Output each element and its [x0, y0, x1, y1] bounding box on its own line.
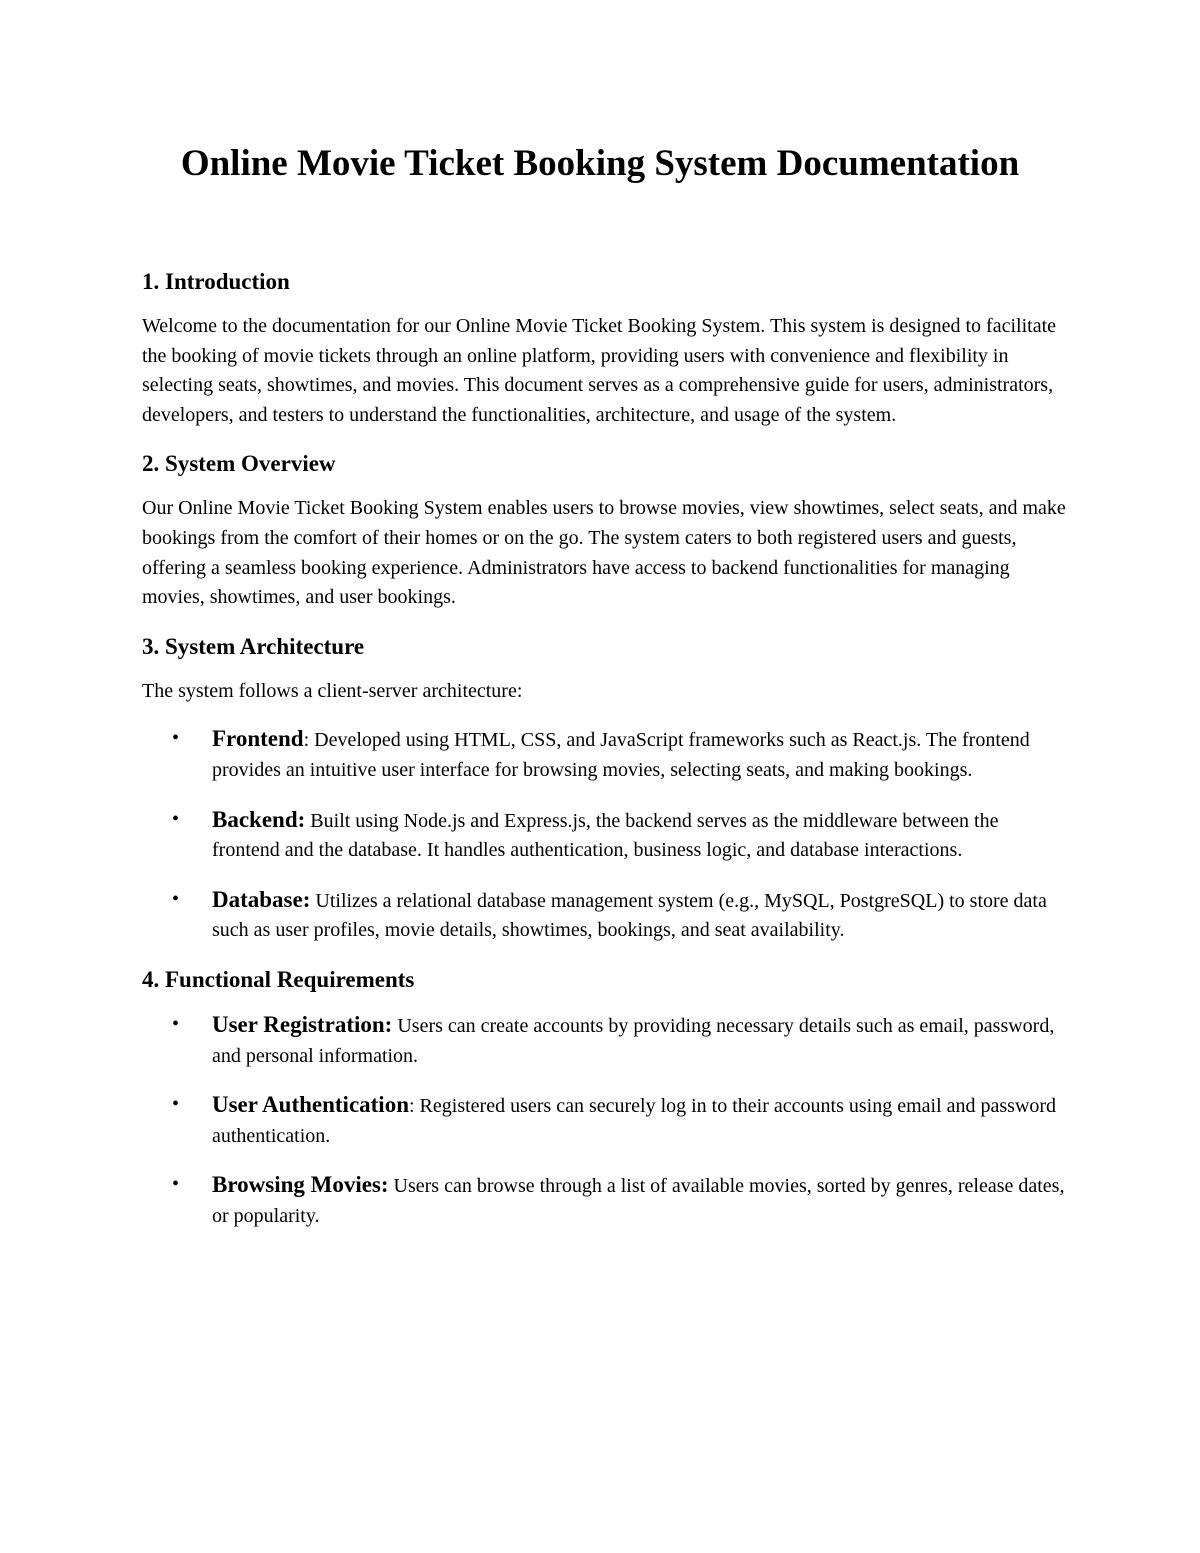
section-introduction [142, 266, 1067, 430]
section-paragraph: The system follows a client-server architecture: [142, 679, 523, 702]
list-item [142, 724, 1067, 785]
section-system-architecture [142, 631, 1067, 946]
list-item [142, 1090, 1067, 1151]
bullet-icon: • [172, 1093, 180, 1116]
document-body [142, 266, 1067, 1249]
bullet-icon: • [172, 1012, 180, 1035]
section-functional-requirements [142, 964, 1067, 1232]
section-heading: 4. Functional Requirements [142, 966, 415, 992]
list-item [142, 885, 1067, 946]
list-item [142, 805, 1067, 866]
bullet-icon: • [172, 807, 180, 830]
section-system-overview [142, 448, 1067, 612]
section-paragraph: Our Online Movie Ticket Booking System enables users to browse movies, view showtimes, select seats, and make bookings from the comfort of their homes or on the go. The system caters to both registered users and guests, offering a seamless booking experience. Administrators have access to backend functionalities for managing movies, showtimes, and user bookings. [142, 497, 1066, 609]
document-title: Online Movie Ticket Booking System Documentation [180, 143, 1020, 184]
list-item [142, 1010, 1067, 1071]
architecture-list [142, 724, 1067, 946]
list-item-term: Frontend [212, 726, 304, 752]
list-item-text: Built using Node.js and Express.js, the backend serves as the middleware between the frontend and the database. It handles authentication, business logic, and database interactions. [212, 809, 999, 862]
list-item-term: Database: [212, 886, 311, 912]
section-heading: 3. System Architecture [142, 633, 365, 659]
list-item-text: : Developed using HTML, CSS, and JavaScript frameworks such as React.js. The frontend provides an intuitive user interface for browsing movies, selecting seats, and making bookings. [212, 729, 1030, 781]
section-heading: 2. System Overview [142, 451, 336, 477]
list-item-text: Users can browse through a list of available movies, sorted by genres, release dates, or popularity. [212, 1175, 1065, 1227]
section-heading: 1. Introduction [142, 269, 290, 294]
bullet-icon: • [172, 1173, 180, 1196]
bullet-icon: • [172, 887, 180, 910]
list-item-text: Users can create accounts by providing necessary details such as email, password, and personal information. [212, 1014, 1055, 1067]
bullet-icon: • [172, 727, 180, 750]
list-item-term: Browsing Movies: [212, 1172, 389, 1198]
requirements-list [142, 1010, 1067, 1232]
list-item-text: Utilizes a relational database management system (e.g., MySQL, PostgreSQL) to store data such as user profiles, movie details, showtimes, bookings, and seat availability. [212, 889, 1047, 942]
list-item-text: : Registered users can securely log in to their accounts using email and password authentication. [212, 1095, 1057, 1147]
section-paragraph: Welcome to the documentation for our Online Movie Ticket Booking System. This system is designed to facilitate the booking of movie tickets through an online platform, providing users with convenience and flexibility in selecting seats, showtimes, and movies. This document serves as a comprehensive guide for users, administrators, developers, and testers to understand the functionalities, architecture, and usage of the system. [142, 315, 1057, 426]
list-item [142, 1170, 1067, 1231]
list-item-term: User Authentication [212, 1092, 409, 1118]
list-item-term: Backend: [212, 806, 306, 832]
list-item-term: User Registration: [212, 1011, 393, 1037]
